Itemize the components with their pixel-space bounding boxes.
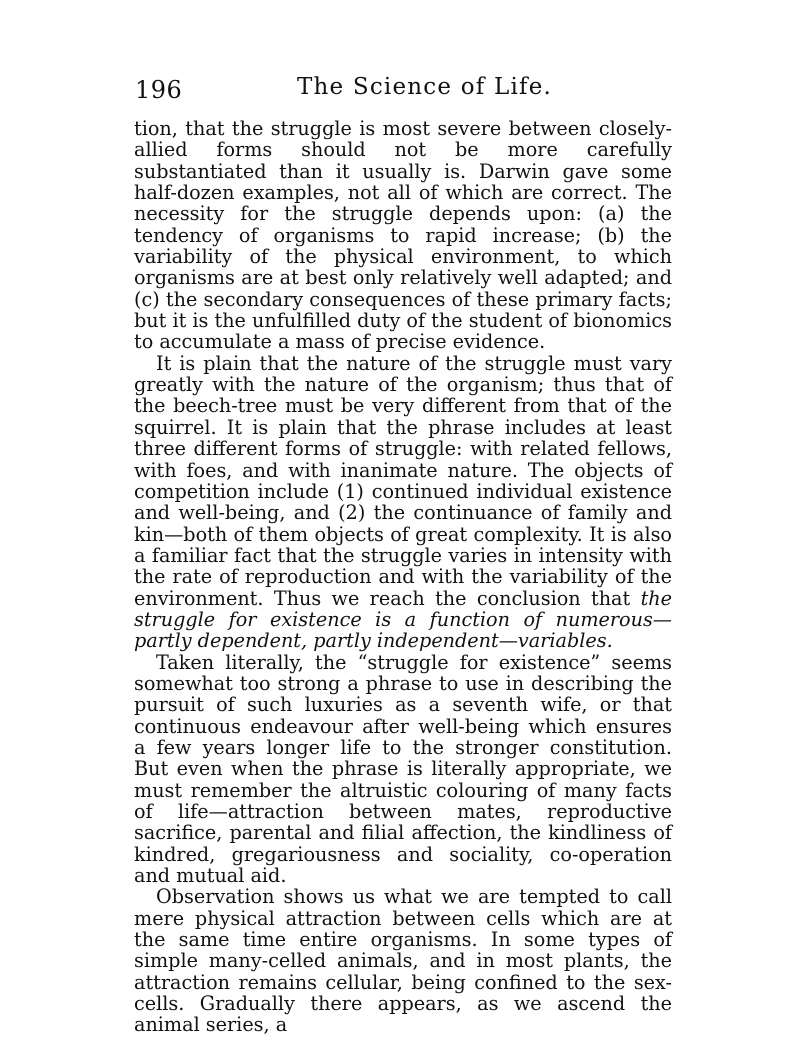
paragraph-2-italic-conclusion: the struggle for existence is a function of numerous—partly dependent, partly independent—variables. — [134, 586, 672, 653]
paragraph-1 — [134, 118, 672, 353]
running-title: The Science of Life. — [297, 74, 553, 100]
paragraph-1-text: tion, that the struggle is most severe between closely-allied forms should not be more carefully substantiated than it usually is. Darwin gave some half-dozen examples, not all of which are correct. The necessity for the struggle depends upon: (a) the tendency of organisms to rapid increase; (b) the variability of the physical environment, to which organisms are at best only relatively well adapted; and (c) the secondary consequences of these primary facts; but it is the unfulfilled duty of the student of bionomics to accumulate a mass of precise evidence. — [134, 117, 672, 354]
paragraph-4-text: Observation shows us what we are tempted to call mere physical attraction between cells which are at the same time entire organisms. In some types of simple many-celled animals, and in most plants, the attraction remains cellular, being confined to the sex-cells. Gradually there appears, as we ascend the animal series, a — [134, 885, 672, 1037]
page-number: 196 — [135, 76, 183, 104]
page-header — [135, 74, 675, 108]
paragraph-2 — [134, 353, 672, 652]
paragraph-3-text: Taken literally, the “struggle for existence” seems somewhat too strong a phrase to use in describing the pursuit of such luxuries as a seventh wife, or that continuous endeavour after well-being which ensures a few years longer life to the stronger constitution. But even when the phrase is literally appropriate, we must remember the altruistic colouring of many facts of life—attraction between mates, reproductive sacrifice, parental and filial affection, the kindliness of kindred, gregariousness and sociality, co-operation and mutual aid. — [134, 650, 672, 888]
paragraph-3 — [134, 652, 672, 887]
paragraph-2-text: It is plain that the nature of the struggle must vary greatly with the nature of the organism; thus that of the beech-tree must be very different from that of the squirrel. It is plain that the phrase includes at least three different forms of struggle: with related fellows, with foes, and with inanimate nature. The objects of competition include (1) continued individual existence and well-being, and (2) the continuance of family and kin—both of them objects of great complexity. It is also a familiar fact that the struggle varies in intensity with the rate of reproduction and with the variability of the environment. Thus we reach the conclusion that — [134, 351, 672, 610]
paragraph-4 — [134, 886, 672, 1035]
body-text — [134, 118, 672, 1036]
